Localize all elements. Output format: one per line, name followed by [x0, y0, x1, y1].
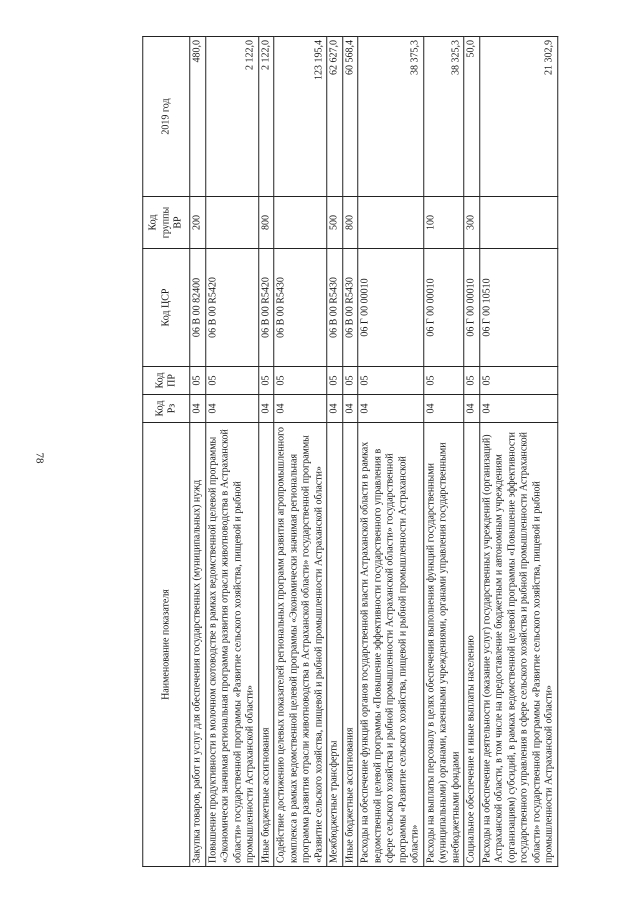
- row-vr: [358, 197, 424, 249]
- table-row: [342, 37, 358, 867]
- row-rz: 04: [327, 395, 343, 423]
- budget-table: [142, 36, 558, 867]
- row-vr: [205, 197, 258, 249]
- row-csr: 06 Г 00 00010: [464, 249, 480, 367]
- row-name: Повышение продуктивности в молочном скотоводстве в рамках ведомственной целевой программы «Экономически значимая региональная программа развития отрасли животноводства в Астраханской области» государственной программы «Развитие сельского хозяйства, пищевой и рыбной промышленности Астраханской области»: [205, 423, 258, 867]
- table-row: [358, 37, 424, 867]
- row-pr: 05: [327, 367, 343, 395]
- row-vr: 800: [342, 197, 358, 249]
- row-amount: 38 325,3: [423, 37, 464, 197]
- table-row: [258, 37, 274, 867]
- header-name: Наименование показателя: [143, 423, 190, 867]
- row-amount: 2 122,0: [258, 37, 274, 197]
- row-rz: 04: [274, 395, 327, 423]
- row-vr: 200: [190, 197, 206, 249]
- row-amount: 123 195,4: [274, 37, 327, 197]
- row-rz: 04: [342, 395, 358, 423]
- row-name: Содействие достижению целевых показателей региональных программ развития агропромышленного комплекса в рамках ведомственной целевой программы «Экономически значимая региональная программа развития отрасли животноводства в Астраханской области» государственной программы «Развитие сельского хозяйства, пищевой и рыбной промышленности Астраханской области»: [274, 423, 327, 867]
- row-name: Расходы на обеспечение деятельности (оказание услуг) государственных учреждений (организаций) Астраханской области, в том числе на предоставление бюджетным и автономным учреждениям (организациям) субсидий, в рамках ведомственной целевой программы «Повышение эффективности государственного управления в сфере сельского хозяйства и рыбной промышленности Астраханской области» государственной программы «Развитие сельского хозяйства, пищевой и рыбной промышленности Астраханской области»: [479, 423, 557, 867]
- row-csr: 06 Г 00 00010: [423, 249, 464, 367]
- row-amount: 480,0: [190, 37, 206, 197]
- row-csr: 06 В 00 82400: [190, 249, 206, 367]
- row-rz: 04: [464, 395, 480, 423]
- row-vr: [274, 197, 327, 249]
- row-rz: 04: [423, 395, 464, 423]
- row-rz: 04: [479, 395, 557, 423]
- row-pr: 05: [190, 367, 206, 395]
- table-row: [205, 37, 258, 867]
- row-vr: 300: [464, 197, 480, 249]
- header-pr: Код ПР: [143, 367, 190, 395]
- table-row: [423, 37, 464, 867]
- row-vr: [479, 197, 557, 249]
- row-vr: 100: [423, 197, 464, 249]
- row-amount: 38 375,3: [358, 37, 424, 197]
- row-csr: 06 Г 00 00010: [358, 249, 424, 367]
- header-csr: Код ЦСР: [143, 249, 190, 367]
- row-pr: 05: [274, 367, 327, 395]
- row-pr: 05: [258, 367, 274, 395]
- row-rz: 04: [258, 395, 274, 423]
- row-pr: 05: [358, 367, 424, 395]
- table-row: [327, 37, 343, 867]
- row-csr: 06 В 00 R5420: [258, 249, 274, 367]
- row-pr: 05: [205, 367, 258, 395]
- row-rz: 04: [205, 395, 258, 423]
- row-vr: 500: [327, 197, 343, 249]
- row-name: Межбюджетные трансферты: [327, 423, 343, 867]
- row-pr: 05: [479, 367, 557, 395]
- header-vr: Код группы ВР: [143, 197, 190, 249]
- row-amount: 21 302,9: [479, 37, 557, 197]
- table-row: [190, 37, 206, 867]
- row-name: Социальное обеспечение и иные выплаты населению: [464, 423, 480, 867]
- header-row: [143, 37, 190, 867]
- rotated-page: [142, 37, 558, 867]
- page-number: 78: [33, 452, 46, 464]
- row-name: Закупка товаров, работ и услуг для обеспечения государственных (муниципальных) нужд: [190, 423, 206, 867]
- row-name: Иные бюджетные ассигнования: [342, 423, 358, 867]
- row-csr: 06 В 00 R5420: [205, 249, 258, 367]
- row-rz: 04: [190, 395, 206, 423]
- table-row: [274, 37, 327, 867]
- row-amount: 2 122,0: [205, 37, 258, 197]
- row-csr: 06 В 00 R5430: [327, 249, 343, 367]
- row-amount: 62 627,0: [327, 37, 343, 197]
- row-name: Иные бюджетные ассигнования: [258, 423, 274, 867]
- header-amount: 2019 год: [143, 37, 190, 197]
- table-row: [479, 37, 557, 867]
- row-amount: 50,0: [464, 37, 480, 197]
- row-csr: 06 В 00 R5430: [342, 249, 358, 367]
- row-amount: 60 568,4: [342, 37, 358, 197]
- row-csr: 06 Г 00 10510: [479, 249, 557, 367]
- row-name: Расходы на выплаты персоналу в целях обеспечения выполнения функций государственными (муниципальными) органами, казенными учреждениями, органами управления государственными внебюджетными фондами: [423, 423, 464, 867]
- header-rz: Код Рз: [143, 395, 190, 423]
- row-vr: 800: [258, 197, 274, 249]
- row-pr: 05: [423, 367, 464, 395]
- row-csr: 06 В 00 R5430: [274, 249, 327, 367]
- row-name: Расходы на обеспечение функций органов государственной власти Астраханской области в рамках ведомственной целевой программы «Повышение эффективности государственного управления в сфере сельского хозяйства и рыбной промышленности Астраханской области» государственной программы «Развитие сельского хозяйства, пищевой и рыбной промышленности Астраханской области»: [358, 423, 424, 867]
- row-rz: 04: [358, 395, 424, 423]
- row-pr: 05: [342, 367, 358, 395]
- row-pr: 05: [464, 367, 480, 395]
- table-row: [464, 37, 480, 867]
